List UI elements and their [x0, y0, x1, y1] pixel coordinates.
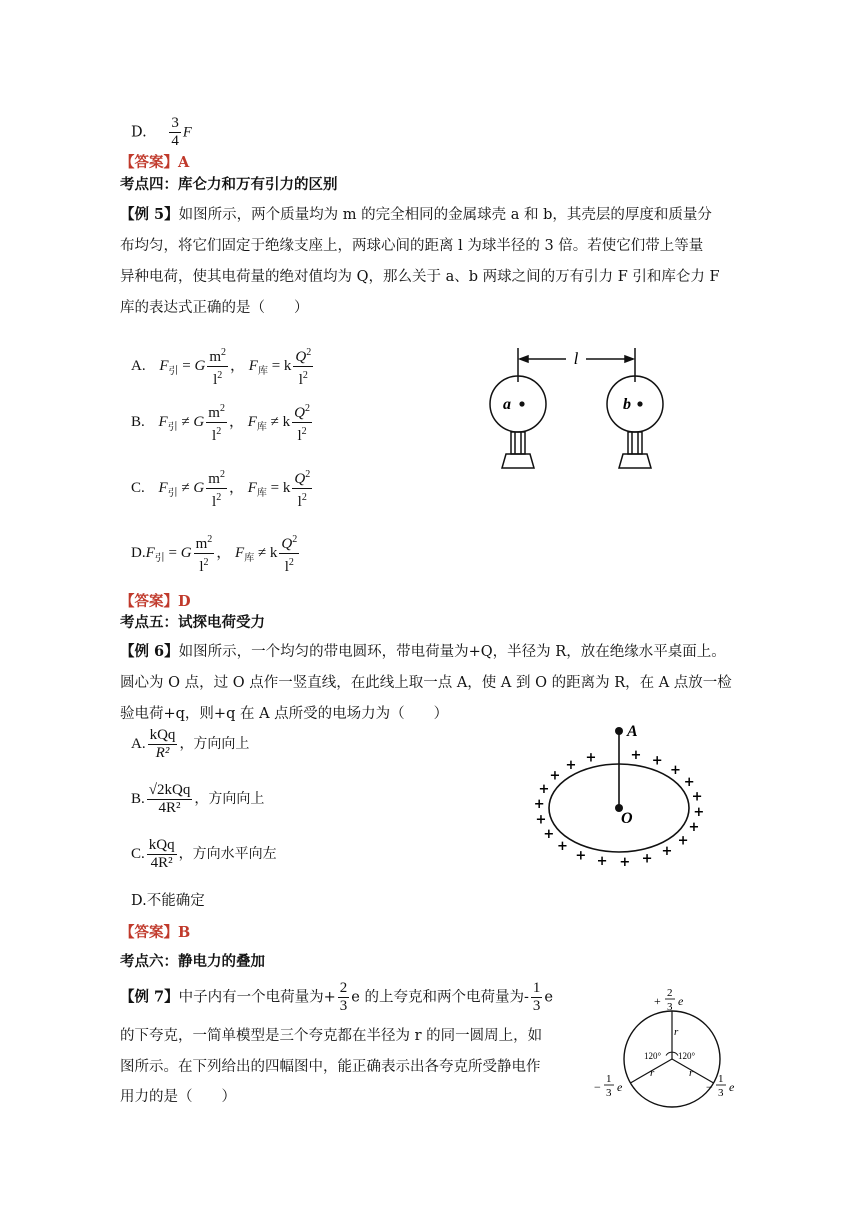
svg-text:3: 3	[718, 1087, 724, 1099]
plus-sign: +	[565, 757, 577, 773]
section-5-heading: 考点五：试探电荷受力	[120, 614, 265, 631]
svg-text:a: a	[503, 396, 511, 413]
section-4-heading: 考点四：库仑力和万有引力的区别	[120, 176, 338, 193]
two-spheres-figure	[478, 344, 678, 476]
ex5-option-b: B. $F_引 \ne G$ $\frac{m^2}{l^2}$ ， $F_库 \ne k$ $\frac{Q^2}{l^2}$	[131, 400, 314, 445]
plus-sign: +	[557, 839, 568, 855]
ex6-option-a: A. $\frac{\text{kQq}}{\text{R²}}$ ，方向向上	[131, 727, 250, 761]
plus-sign: +	[691, 789, 703, 805]
plus-sign: +	[670, 762, 681, 778]
svg-text:O: O	[621, 810, 633, 827]
ex5-line4: 库的表达式正确的是（ ）	[120, 300, 309, 316]
sphere-b	[607, 376, 663, 432]
plus-sign: +	[549, 768, 561, 784]
stand-b	[628, 432, 642, 454]
plus-sign: +	[533, 797, 545, 813]
prev-option-d: D. $\frac{3}{4}$ F	[131, 115, 192, 149]
plus-sign: +	[630, 748, 642, 764]
point-a	[615, 727, 623, 735]
plus-sign: +	[677, 833, 689, 849]
plus-sign: +	[585, 750, 597, 766]
svg-text:e: e	[729, 1080, 735, 1094]
svg-text:+: +	[654, 994, 661, 1008]
plus-sign: +	[661, 844, 673, 860]
ex6-option-c: C. $\frac{\text{kQq}}{\text{4R²}}$ ，方向水平向左	[131, 837, 277, 871]
answer-3: 【答案】B	[120, 924, 191, 941]
answer-1: 【答案】A	[120, 154, 190, 171]
svg-text:l: l	[573, 349, 579, 368]
base-b	[619, 454, 651, 468]
ex5-option-d: $D.F_引 = G$ $\frac{m^2}{l^2}$ ， $F_库 \ne k$ $\frac{Q^2}{l^2}$	[131, 531, 301, 576]
plus-sign: +	[641, 851, 653, 867]
svg-text:1: 1	[606, 1073, 612, 1085]
plus-sign: +	[651, 753, 663, 769]
plus-sign: +	[596, 853, 608, 868]
ex7-line2: 的下夸克，一简单模型是三个夸克都在半径为 r 的同一圆周上，如	[120, 1028, 543, 1044]
svg-text:r: r	[689, 1067, 694, 1079]
svg-text:−: −	[706, 1080, 713, 1094]
svg-text:e: e	[678, 994, 684, 1008]
ex6-line2: 圆心为 O 点，过 O 点作一竖直线，在此线上取一点 A，使 A 到 O 的距离为 R，在 A 点放一检	[120, 675, 732, 691]
base-a	[502, 454, 534, 468]
svg-text:−: −	[594, 1080, 601, 1094]
section-6-heading: 考点六：静电力的叠加	[120, 953, 265, 970]
ex5-option-c: C. $F_引 \ne G$ $\frac{m^2}{l^2}$ ， $F_库 = k$ $\frac{Q^2}{l^2}$	[131, 466, 314, 511]
plus-sign: +	[683, 775, 695, 791]
ex6-option-b: B. $\frac{\text{√2kQq}}{\text{4R²}}$ ，方向向上	[131, 782, 265, 816]
svg-text:e: e	[617, 1080, 623, 1094]
charged-ring-figure	[533, 722, 705, 868]
plus-sign: +	[693, 804, 705, 820]
fraction: $\frac{3}{4}$	[171, 115, 179, 149]
svg-text:1: 1	[718, 1073, 724, 1085]
plus-sign: +	[688, 819, 700, 835]
plus-sign: +	[535, 812, 547, 828]
svg-text:2: 2	[667, 987, 673, 999]
svg-text:3: 3	[606, 1087, 612, 1099]
plus-sign: +	[575, 848, 587, 864]
svg-text:120°: 120°	[678, 1051, 696, 1061]
ex6-line3: 验电荷+q，则+q 在 A 点所受的电场力为（ ）	[120, 706, 449, 722]
ex7-line4: 用力的是（ ）	[120, 1089, 236, 1105]
ex5-line2: 布均匀，将它们固定于绝缘支座上，两球心间的距离 l 为球半径的 3 倍。若使它们带上等量	[120, 238, 704, 254]
svg-text:120°: 120°	[644, 1051, 662, 1061]
answer-2: 【答案】D	[120, 593, 191, 610]
svg-text:r: r	[650, 1067, 655, 1079]
ex7-line1: 【例 7】中子内有一个电荷量为+ $\frac{2}{3}$ e 的上夸克和两个电荷量为- $\frac{1}{3}$ e	[120, 980, 553, 1014]
plus-sign: +	[543, 826, 555, 842]
sphere-a	[490, 376, 546, 432]
svg-text:b: b	[623, 396, 631, 413]
stand-a	[511, 432, 525, 454]
ex5-option-a: A. $F_引 = G$ $\frac{m^2}{l^2}$ ， $F_库 = k$ $\frac{Q^2}{l^2}$	[131, 344, 315, 389]
ex5-line3: 异种电荷，使其电荷量的绝对值均为 Q，那么关于 a、b 两球之间的万有引力 F 引和库仑力 F	[120, 269, 720, 285]
plus-sign: +	[538, 782, 550, 798]
option-label: D.	[131, 124, 147, 141]
svg-text:3: 3	[667, 1001, 673, 1013]
ex7-line3: 图所示。在下列给出的四幅图中，能正确表示出各夸克所受静电作	[120, 1059, 541, 1075]
plus-sign: +	[619, 854, 631, 868]
ex6-option-d: D.不能确定	[131, 893, 205, 909]
svg-text:A: A	[627, 723, 638, 740]
ex6-line1: 【例 6】如图所示，一个均匀的带电圆环，带电荷量为+Q，半径为 R，放在绝缘水平桌面上。	[120, 643, 726, 660]
ex5-line1: 【例 5】如图所示，两个质量均为 m 的完全相同的金属球壳 a 和 b，其壳层的厚度和质量分	[120, 206, 712, 223]
quark-circle-figure	[592, 985, 742, 1110]
svg-text:r: r	[674, 1026, 679, 1038]
